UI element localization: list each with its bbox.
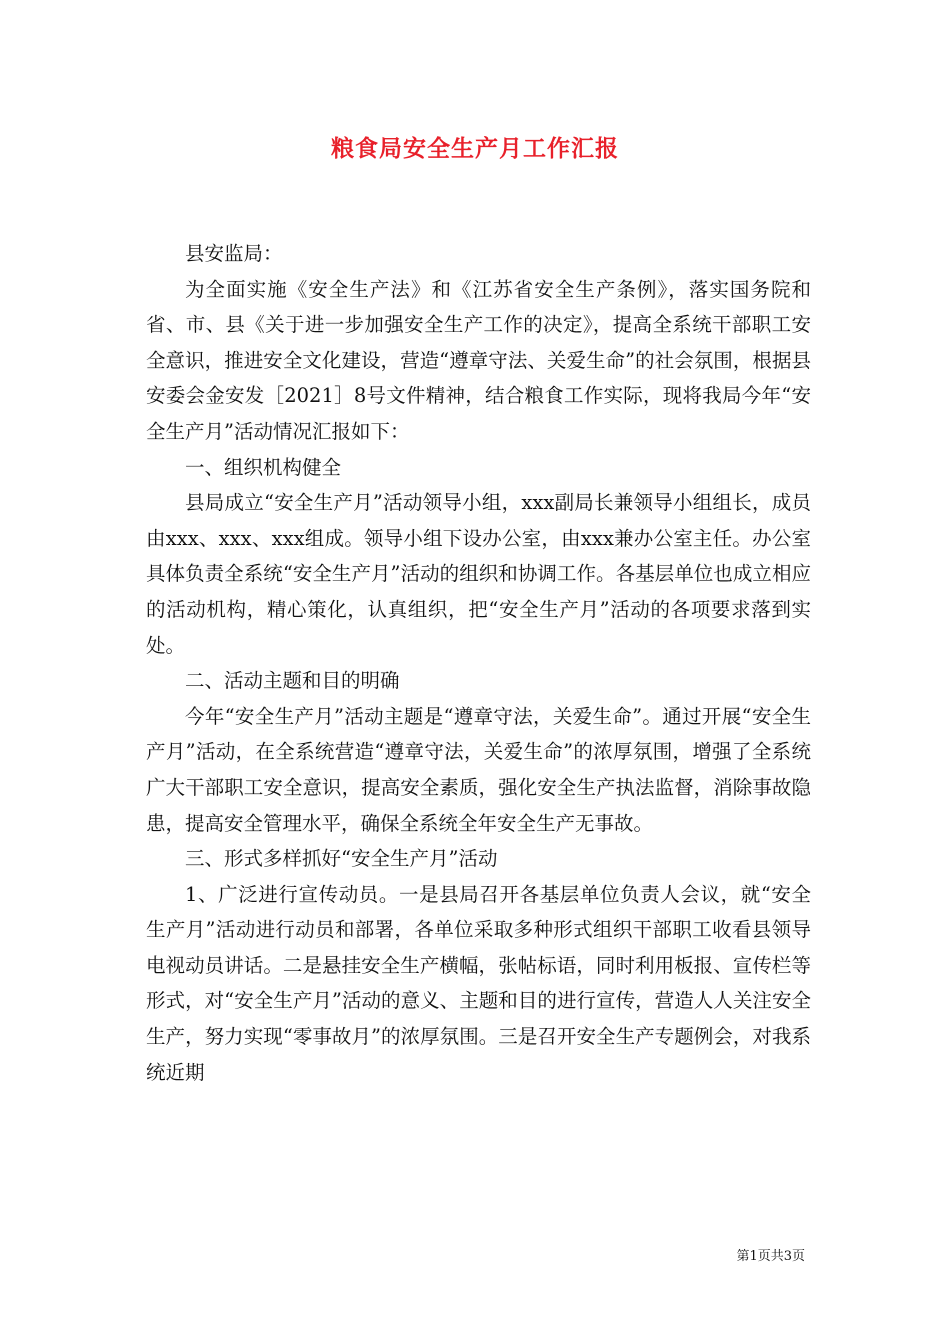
- paragraph-intro: 为全面实施《安全生产法》和《江苏省安全生产条例》，落实国务院和省、市、县《关于进一步加强安全生产工作的决定》，提高全系统干部职工安全意识，推进安全文化建设，营造“遵章守法、关爱生命”的社会氛围，根据县安委会金安发［2021］8号文件精神，结合粮食工作实际，现将我局今年“安全生产月”活动情况汇报如下：: [146, 277, 811, 443]
- salutation: 县安监局：: [185, 242, 283, 265]
- paragraph-organization: 县局成立“安全生产月”活动领导小组，xxx副局长兼领导小组组长，成员由xxx、xxx、xxx组成。领导小组下设办公室，由xxx兼办公室主任。办公室具体负责全系统“安全生产月”活动的组织和协调工作。各基层单位也成立相应的活动机构，精心策化，认真组织，把“安全生产月”活动的各项要求落到实处。: [146, 491, 811, 657]
- document-title: 粮食局安全生产月工作汇报: [331, 135, 619, 162]
- paragraph-publicity: 1、广泛进行宣传动员。一是县局召开各基层单位负责人会议，就“安全生产月”活动进行动员和部署，各单位采取多种形式组织干部职工收看县领导电视动员讲话。二是悬挂安全生产横幅，张帖标语，同时利用板报、宣传栏等形式，对“安全生产月”活动的意义、主题和目的进行宣传，营造人人关注安全生产，努力实现“零事故月”的浓厚氛围。三是召开安全生产专题例会，对我系统近期: [146, 882, 811, 1084]
- document-body: [146, 236, 811, 1090]
- section-heading-1: 一、组织机构健全: [185, 455, 342, 479]
- section-heading-2: 二、活动主题和目的明确: [185, 669, 400, 693]
- section-heading-3: 三、形式多样抓好“安全生产月”活动: [185, 847, 498, 871]
- paragraph-theme: 今年“安全生产月”活动主题是“遵章守法，关爱生命”。通过开展“安全生产月”活动，在全系统营造“遵章守法，关爱生命”的浓厚氛围，增强了全系统广大干部职工安全意识，提高安全素质，强化安全生产执法监督，消除事故隐患，提高安全管理水平，确保全系统全年安全生产无事故。: [146, 704, 811, 835]
- page-number: 第1页共3页: [736, 1249, 805, 1264]
